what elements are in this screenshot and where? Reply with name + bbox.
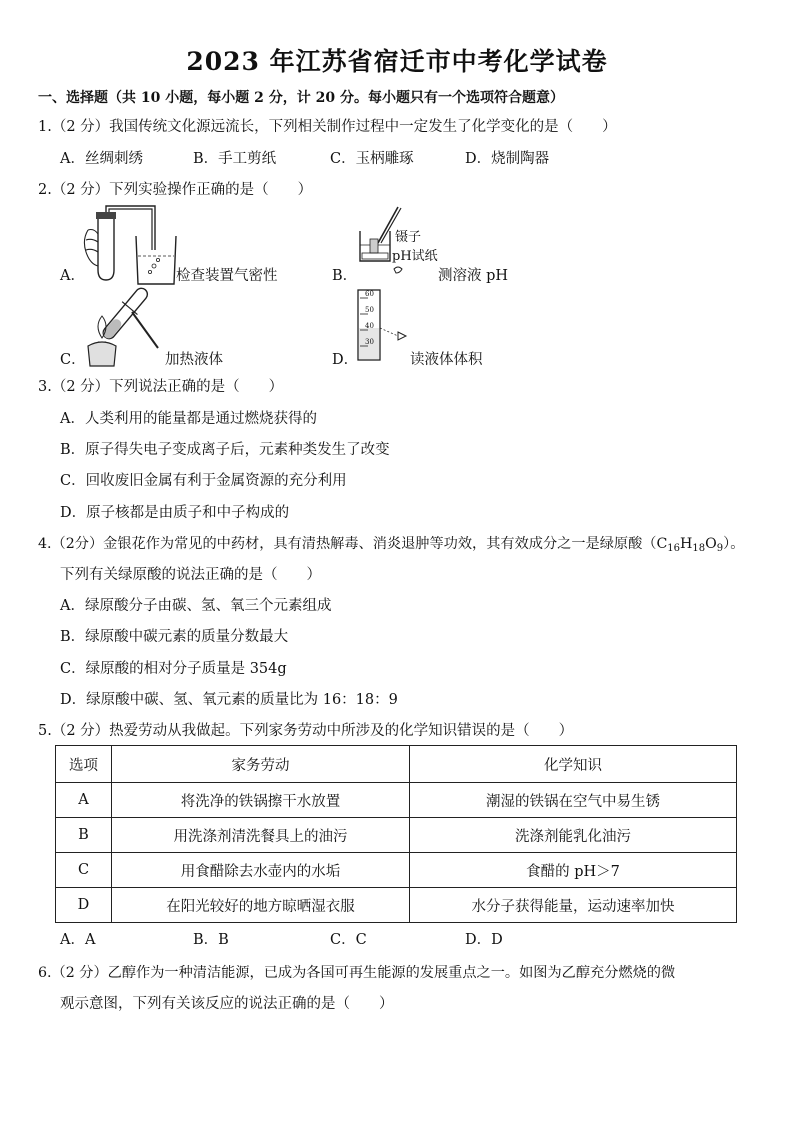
q1-option-c: C．玉柄雕琢 (330, 151, 414, 167)
q4-option-c: C．绿原酸的相对分子质量是 354g (60, 661, 287, 677)
page-title: 2023 年江苏省宿迁市中考化学试卷 (186, 47, 608, 76)
q4-option-b: B．绿原酸中碳元素的质量分数最大 (60, 629, 289, 645)
table-row (56, 783, 737, 818)
q3-option-c: C．回收废旧金属有利于金属资源的充分利用 (60, 473, 347, 489)
table-row (56, 853, 737, 888)
table-cell: 用洗涤剂清洗餐具上的油污 (112, 818, 410, 853)
q2-a-caption: 检查装置气密性 (176, 268, 278, 284)
q5-stem: 5.（2 分）热爱劳动从我做起。下列家务劳动中所涉及的化学知识错误的是（ ） (38, 723, 574, 739)
table-cell: 用食醋除去水壶内的水垢 (112, 853, 410, 888)
q1-option-d: D．烧制陶器 (465, 151, 550, 167)
table-cell: 将洗净的铁锅擦干水放置 (112, 783, 410, 818)
cylinder-tick-50: 50 (365, 306, 374, 314)
q2-b-caption: 测溶液 pH (438, 268, 509, 284)
q5-option-b: B．B (193, 932, 229, 948)
q6-stem-line2: 观示意图，下列有关该反应的说法正确的是（ ） (60, 996, 394, 1012)
q1-option-b: B．手工剪纸 (193, 151, 277, 167)
q4-stem: 4.（2分）金银花作为常见的中药材，具有清热解毒、消炎退肿等功效，其有效成分之一是绿原酸$(C_{16}H_{18}O_9)$。 (38, 536, 745, 554)
q1-stem: 1.（2 分）我国传统文化源远流长，下列相关制作过程中一定发生了化学变化的是（ ） (38, 119, 617, 135)
q1-option-a: A．丝绸刺绣 (60, 151, 143, 167)
heating-liquid-figure (80, 286, 170, 372)
q3-option-d: D．原子核都是由质子和中子构成的 (60, 505, 290, 521)
q5-option-c: C．C (330, 932, 367, 948)
q6-stem: 6.（2 分）乙醇作为一种清洁能源，已成为各国可再生能源的发展重点之一。如图为乙醇充分燃烧的微 (38, 965, 676, 981)
table-row (56, 818, 737, 853)
q2-stem: 2.（2 分）下列实验操作正确的是（ ） (38, 182, 313, 198)
table-header-cell: 选项 (56, 746, 112, 783)
q2-b-letter: B． (332, 268, 358, 284)
q3-option-b: B．原子得失电子变成离子后，元素种类发生了改变 (60, 442, 390, 458)
table-cell: 洗涤剂能乳化油污 (410, 818, 737, 853)
graduated-cylinder-figure (354, 288, 414, 364)
q5-option-a: A．A (60, 932, 96, 948)
table-cell: 在阳光较好的地方晾晒湿衣服 (112, 888, 410, 923)
table-cell: 潮湿的铁锅在空气中易生锈 (410, 783, 737, 818)
q2-c-caption: 加热液体 (165, 352, 223, 368)
table-cell: A (56, 783, 112, 818)
q4-option-a: A．绿原酸分子由碳、氢、氧三个元素组成 (60, 598, 332, 614)
table-cell: C (56, 853, 112, 888)
q2-b-ph-paper-label: pH试纸 (392, 249, 438, 264)
table-row (56, 888, 737, 923)
q5-option-d: D．D (465, 932, 503, 948)
q2-d-letter: D． (332, 352, 359, 368)
table-cell: D (56, 888, 112, 923)
section-heading: 一、选择题（共 10 小题，每小题 2 分，计 20 分。每小题只有一个选项符合题意） (38, 90, 564, 106)
q3-stem: 3.（2 分）下列说法正确的是（ ） (38, 379, 284, 395)
table-header-cell: 家务劳动 (112, 746, 410, 783)
cylinder-tick-60: 60 (365, 290, 374, 298)
cylinder-tick-40: 40 (365, 322, 374, 330)
table-cell: 水分子获得能量，运动速率加快 (410, 888, 737, 923)
q3-option-a: A．人类利用的能量都是通过燃烧获得的 (60, 411, 317, 427)
q2-a-letter: A． (60, 268, 85, 284)
q2-c-letter: C． (60, 352, 86, 368)
table-header-cell: 化学知识 (410, 746, 737, 783)
q2-d-caption: 读液体体积 (410, 352, 483, 368)
table-header-row (56, 746, 737, 783)
cylinder-tick-30: 30 (365, 338, 374, 346)
table-cell: B (56, 818, 112, 853)
q5-table (55, 745, 737, 923)
q4-option-d: D．绿原酸中碳、氢、氧元素的质量比为 16：18：9 (60, 692, 398, 708)
table-cell: 食醋的 pH＞7 (410, 853, 737, 888)
airtightness-check-figure (80, 200, 180, 288)
q4-stem-line2: 下列有关绿原酸的说法正确的是（ ） (60, 567, 321, 583)
q2-b-tweezers-label: 镊子 (395, 230, 422, 245)
